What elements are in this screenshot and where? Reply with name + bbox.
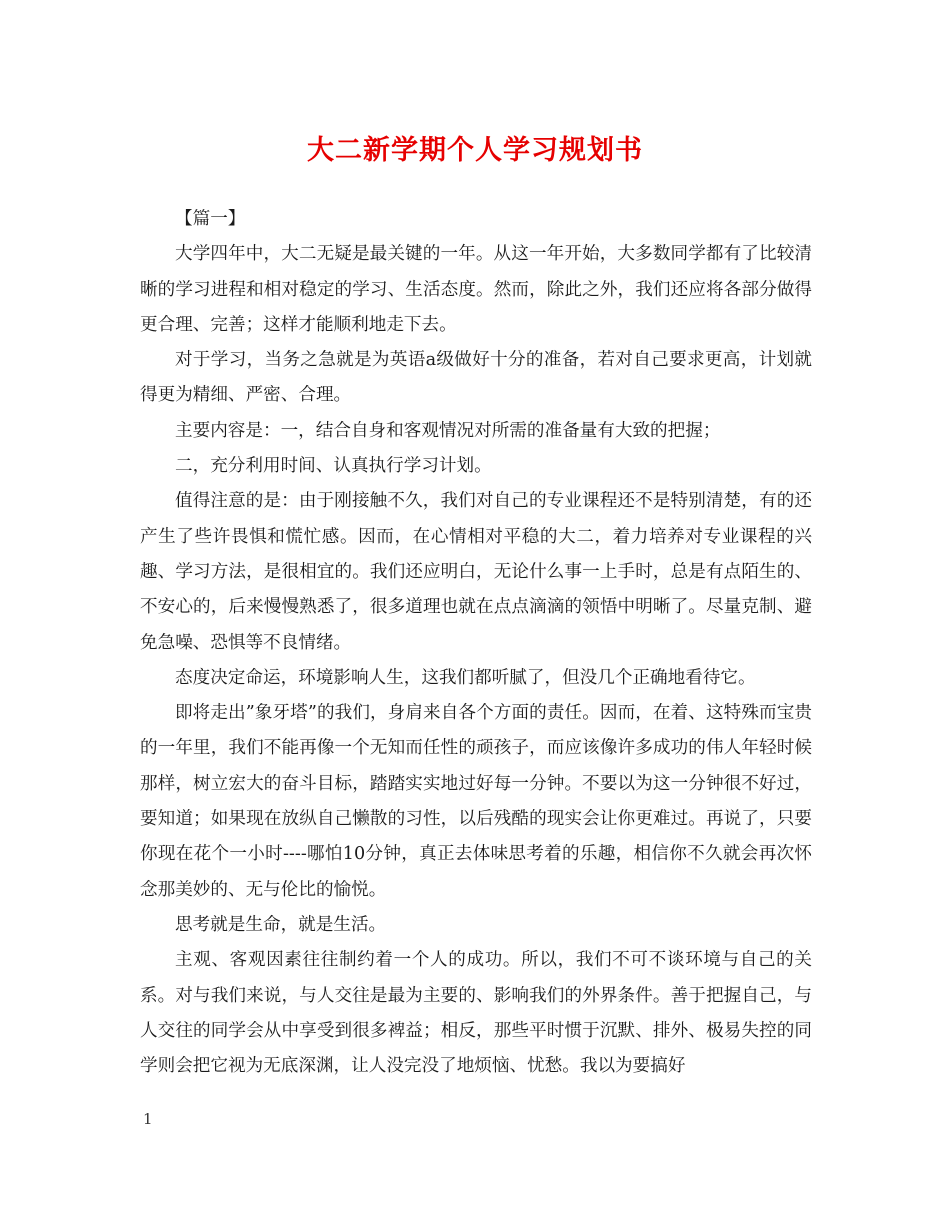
paragraph-9: 主观、客观因素往往制约着一个人的成功。所以，我们不可不谈环境与自己的关系。对与我们来说，与人交往是最为主要的、影响我们的外界条件。善于把握自己，与人交往的同学会从中享受到很多裨益；相反，那些平时惯于沉默、排外、极易失控的同学则会把它视为无底深渊，让人没完没了地烦恼、忧愁。我以为要搞好	[140, 950, 812, 1077]
paragraph-1: 大学四年中，大二无疑是最关键的一年。从这一年开始，大多数同学都有了比较清晰的学习进程和相对稳定的学习、生活态度。然而，除此之外，我们还应将各部分做得更合理、完善；这样才能顺利地走下去。	[140, 244, 812, 335]
paragraph-7: 即将走出”象牙塔”的我们，身肩来自各个方面的责任。因而，在着、这特殊而宝贵的一年里，我们不能再像一个无知而任性的顽孩子，而应该像许多成功的伟人年轻时候那样，树立宏大的奋斗目标，踏踏实实地过好每一分钟。不要以为这一分钟很不好过，要知道；如果现在放纵自己懒散的习性，以后残酷的现实会让你更难过。再说了，只要你现在花个一小时----哪怕10分钟，真正去体味思考着的乐趣，相信你不久就会再次怀念那美妙的、无与伦比的愉悦。	[140, 703, 812, 900]
paragraph-8: 思考就是生命，就是生活。	[175, 914, 387, 935]
section-label: 【篇一】	[175, 209, 246, 229]
paragraph-2: 对于学习，当务之急就是为英语a级做好十分的准备，若对自己要求更高，计划就得更为精细、严密、合理。	[140, 350, 812, 406]
page-number: 1	[143, 1110, 153, 1128]
paragraph-6: 态度决定命运，环境影响人生，这我们都听腻了，但没几个正确地看待它。	[175, 667, 756, 688]
page-title: 大二新学期个人学习规划书	[307, 135, 643, 166]
document-body	[140, 202, 812, 1084]
paragraph-5: 值得注意的是：由于刚接触不久，我们对自己的专业课程还不是特别清楚，有的还产生了些许畏惧和慌忙感。因而，在心情相对平稳的大二，着力培养对专业课程的兴趣、学习方法，是很相宜的。我们还应明白，无论什么事一上手时，总是有点陌生的、不安心的，后来慢慢熟悉了，很多道理也就在点点滴滴的领悟中明晰了。尽量克制、避免急噪、恐惧等不良情绪。	[140, 491, 812, 653]
paragraph-4: 二，充分利用时间、认真执行学习计划。	[175, 456, 492, 477]
paragraph-3: 主要内容是：一，结合自身和客观情况对所需的准备量有大致的把握；	[175, 420, 721, 441]
